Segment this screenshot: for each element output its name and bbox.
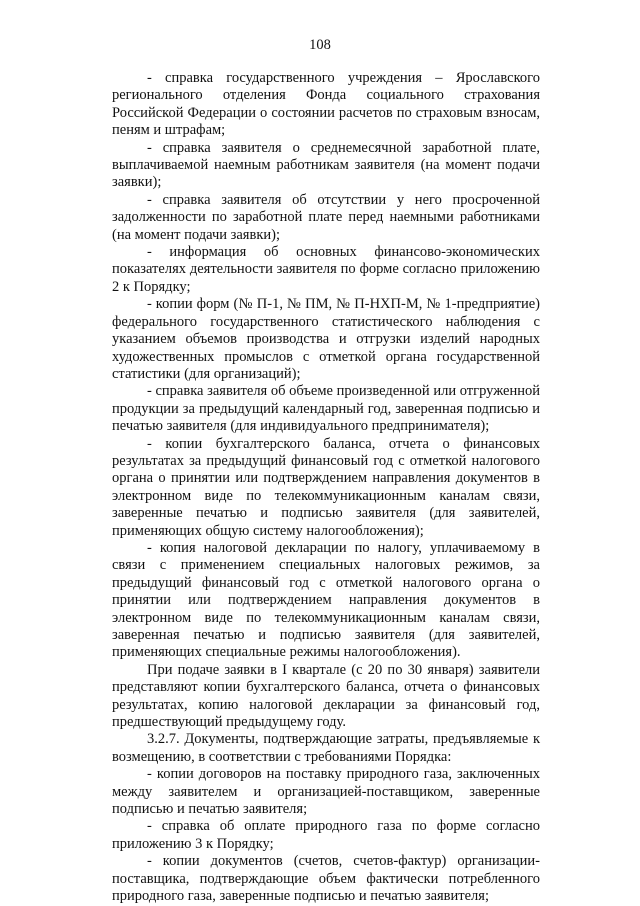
paragraph-13: - копии документов (счетов, счетов-фактур) организации-поставщика, подтверждающие объем фактически потребленного природного газа, заверенные подписью и печатью заявителя; bbox=[112, 853, 540, 905]
paragraph-4: - информация об основных финансово-экономических показателях деятельности заявителя по форме согласно приложению 2 к Порядку; bbox=[112, 244, 540, 295]
paragraph-2: - справка заявителя о среднемесячной заработной плате, выплачиваемой наемным работникам заявителя (на момент подачи заявки); bbox=[112, 139, 540, 191]
paragraph-8: - копия налоговой декларации по налогу, уплачиваемому в связи с применением специальных налоговых режимов, за предыдущий финансовый год с отметкой налогового органа о принятии или подтверждением направления документов в электронном виде по телекоммуникационным каналам связи, заверенная печатью и подписью заявителя (для заявителей, применяющих специальные режимы налогообложения). bbox=[112, 539, 540, 661]
paragraph-9: При подаче заявки в I квартале (с 20 по 30 января) заявители представляют копии бухгалтерского баланса, отчета о финансовых результатах, копию налоговой декларации за финансовый год, предшествующий предыдущему году. bbox=[112, 661, 540, 731]
paragraph-7: - копии бухгалтерского баланса, отчета о финансовых результатах за предыдущий финансовый год с отметкой налогового органа о принятии или подтверждением направления документов в электронном виде по телекоммуникационным каналам связи, заверенные печатью и подписью заявителя (для заявителей, применяющих общую систему налогообложения); bbox=[112, 435, 540, 539]
paragraph-3: - справка заявителя об отсутствии у него просроченной задолженности по заработной плате перед наемными работниками (на момент подачи заявки); bbox=[112, 191, 540, 243]
page-number: 108 bbox=[309, 37, 331, 53]
paragraph-12: - справка об оплате природного газа по форме согласно приложению 3 к Порядку; bbox=[112, 818, 540, 852]
paragraph-11: - копии договоров на поставку природного газа, заключенных между заявителем и организацией-поставщиком, заверенные подписью и печатью заявителя; bbox=[112, 766, 540, 818]
paragraph-10: 3.2.7. Документы, подтверждающие затраты, предъявляемые к возмещению, в соответствии с требованиями Порядка: bbox=[112, 731, 540, 765]
paragraph-6: - справка заявителя об объеме произведенной или отгруженной продукции за предыдущий календарный год, заверенная подписью и печатью заявителя (для индивидуального предпринимателя); bbox=[112, 383, 540, 435]
document-body bbox=[112, 70, 540, 906]
paragraph-5: - копии форм (№ П-1, № ПМ, № П-НХП-М, № 1-предприятие) федерального государственного статистического наблюдения с указанием объемов производства и отгрузки изделий народных художественных промыслов с отметкой органа государственной статистики (для организаций); bbox=[112, 296, 540, 382]
paragraph-1: - справка государственного учреждения – Ярославского регионального отделения Фонда социального страхования Российской Федерации о состоянии расчетов по страховым взносам, пеням и штрафам; bbox=[112, 70, 540, 139]
